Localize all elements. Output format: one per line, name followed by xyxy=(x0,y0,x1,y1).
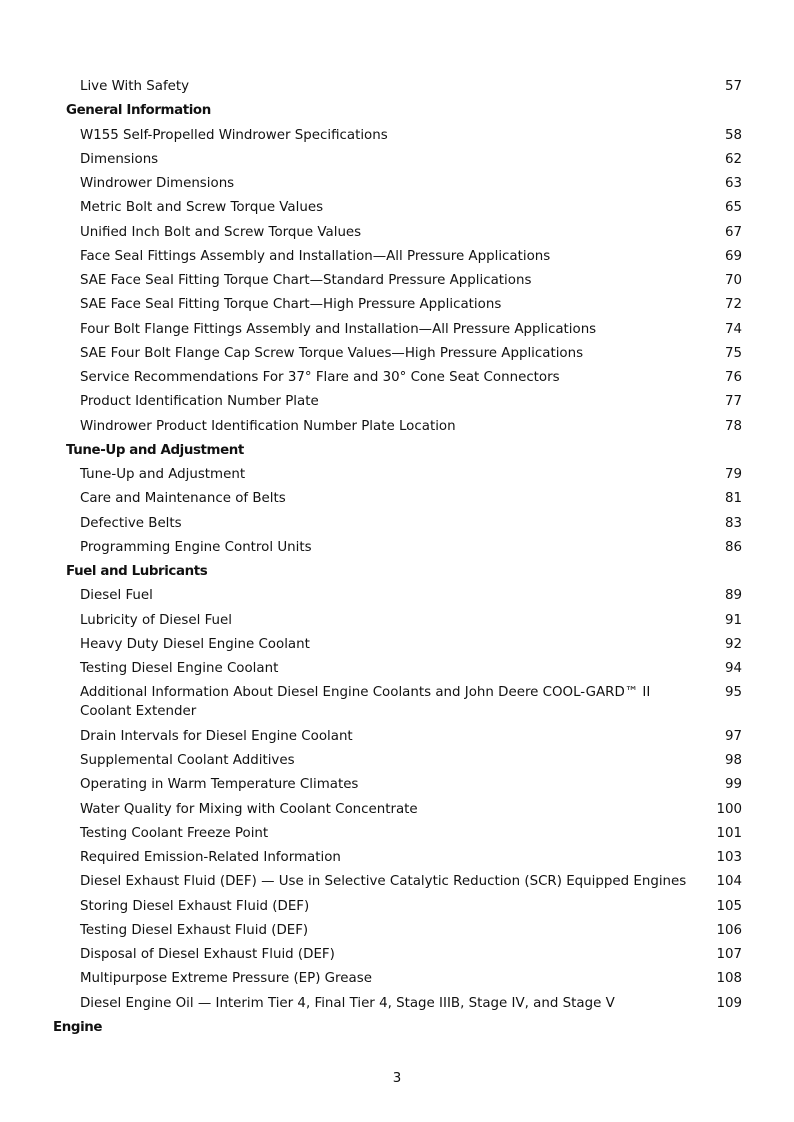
toc-entry-title[interactable]: Defective Belts xyxy=(80,515,182,531)
toc-entry-page[interactable]: 67 xyxy=(724,224,742,240)
toc-entry-page[interactable]: 62 xyxy=(724,151,742,167)
toc-entry-page[interactable]: 77 xyxy=(724,394,742,410)
toc-entry[interactable] xyxy=(0,417,794,441)
toc-entry-page[interactable]: 57 xyxy=(724,79,742,94)
toc-entry-title[interactable]: Heavy Duty Diesel Engine Coolant xyxy=(80,636,310,652)
toc-entry-page[interactable]: 83 xyxy=(724,515,742,531)
toc-entry-page[interactable]: 108 xyxy=(716,971,742,987)
toc-entry-page[interactable]: 105 xyxy=(716,898,742,914)
toc-entry[interactable] xyxy=(0,198,794,222)
toc-entry[interactable] xyxy=(0,368,794,392)
toc-entry[interactable] xyxy=(0,514,794,538)
toc-entry-title[interactable]: Service Recommendations For 37° Flare and 30° Cone Seat Connectors xyxy=(80,370,560,385)
toc-entry-page[interactable]: 91 xyxy=(724,612,742,628)
toc-section-heading xyxy=(0,441,794,465)
toc-entry-title[interactable]: Storing Diesel Exhaust Fluid (DEF) xyxy=(80,898,310,914)
toc-entry-title[interactable]: Diesel Exhaust Fluid (DEF) — Use in Selective Catalytic Reduction (SCR) Equipped Engines xyxy=(80,874,687,890)
toc-entry-title[interactable]: Lubricity of Diesel Fuel xyxy=(80,612,232,628)
toc-entry[interactable] xyxy=(0,174,794,198)
toc-entry-page[interactable]: 70 xyxy=(724,273,742,288)
toc-entry-title[interactable]: Required Emission-Related Information xyxy=(80,850,341,865)
toc-heading-title: General Information xyxy=(66,103,211,119)
toc-entry[interactable] xyxy=(0,897,794,921)
toc-entry-title[interactable]: Supplemental Coolant Additives xyxy=(80,753,295,768)
toc-entry[interactable] xyxy=(0,150,794,174)
toc-entry[interactable] xyxy=(0,320,794,344)
toc-entry-title[interactable]: Testing Diesel Exhaust Fluid (DEF) xyxy=(80,922,309,938)
toc-entry-title[interactable]: Face Seal Fittings Assembly and Installation—All Pressure Applications xyxy=(80,248,551,264)
toc-entry[interactable] xyxy=(0,271,794,295)
toc-entry[interactable] xyxy=(0,751,794,775)
toc-entry-title[interactable]: Water Quality for Mixing with Coolant Concentrate xyxy=(80,801,418,817)
toc-entry-title[interactable]: W155 Self-Propelled Windrower Specifications xyxy=(80,127,388,143)
toc-entry-title[interactable]: Windrower Dimensions xyxy=(80,176,235,191)
toc-entry[interactable] xyxy=(0,800,794,824)
toc-chapter-heading xyxy=(0,1018,794,1042)
toc-entry[interactable] xyxy=(0,969,794,993)
toc-entry-page[interactable]: 58 xyxy=(724,127,742,143)
toc-entry-page[interactable]: 69 xyxy=(724,248,742,264)
toc-entry-page[interactable]: 106 xyxy=(716,922,742,938)
toc-entry[interactable] xyxy=(0,344,794,368)
toc-entry[interactable] xyxy=(0,727,794,751)
toc-entry-page[interactable]: 75 xyxy=(724,345,742,361)
toc-entry-title[interactable]: Live With Safety xyxy=(80,79,190,94)
toc-entry-title[interactable]: Testing Diesel Engine Coolant xyxy=(80,661,279,676)
toc-entry-page[interactable]: 72 xyxy=(724,297,742,313)
toc-entry[interactable] xyxy=(0,392,794,416)
toc-entry-title[interactable]: Windrower Product Identification Number Plate Location xyxy=(80,418,456,434)
toc-entry-title[interactable]: Programming Engine Control Units xyxy=(80,539,312,555)
toc-entry-page[interactable]: 81 xyxy=(724,491,742,507)
toc-heading-title: Fuel and Lubricants xyxy=(66,564,208,579)
toc-entry-page[interactable]: 109 xyxy=(716,995,742,1011)
toc-entry-page[interactable]: 74 xyxy=(724,321,742,337)
toc-entry-title[interactable]: Metric Bolt and Screw Torque Values xyxy=(80,200,324,216)
toc-entry-page[interactable]: 95 xyxy=(724,685,742,701)
toc-entry-page[interactable]: 101 xyxy=(716,825,742,841)
toc-entry-title[interactable]: SAE Four Bolt Flange Cap Screw Torque Values—High Pressure Applications xyxy=(80,345,584,361)
toc-entry[interactable] xyxy=(0,775,794,799)
toc-entry-page[interactable]: 78 xyxy=(724,418,742,434)
toc-entry-title[interactable]: Care and Maintenance of Belts xyxy=(80,491,286,507)
table-of-contents xyxy=(0,77,794,1042)
toc-entry-title[interactable]: Product Identification Number Plate xyxy=(80,394,319,410)
toc-entry-page[interactable]: 89 xyxy=(724,588,742,604)
toc-entry[interactable] xyxy=(0,586,794,610)
page-number: 3 xyxy=(392,1071,402,1086)
toc-entry[interactable] xyxy=(0,77,794,101)
toc-entry-page[interactable]: 79 xyxy=(724,467,742,482)
toc-entry-page[interactable]: 97 xyxy=(724,728,742,744)
toc-entry[interactable] xyxy=(0,538,794,562)
toc-entry-title[interactable]: Diesel Engine Oil — Interim Tier 4, Final Tier 4, Stage IIIB, Stage IV, and Stage V xyxy=(80,995,615,1011)
toc-entry[interactable] xyxy=(0,994,794,1018)
toc-entry-page[interactable]: 99 xyxy=(724,777,742,793)
toc-entry-page[interactable]: 86 xyxy=(724,539,742,555)
toc-entry-page[interactable]: 94 xyxy=(724,661,742,676)
toc-entry[interactable] xyxy=(0,635,794,659)
toc-entry-title[interactable]: Diesel Fuel xyxy=(80,588,153,604)
toc-entry[interactable] xyxy=(0,465,794,489)
toc-entry-page[interactable]: 63 xyxy=(724,176,742,191)
toc-entry[interactable] xyxy=(0,295,794,319)
toc-entry-title[interactable]: SAE Face Seal Fitting Torque Chart—High Pressure Applications xyxy=(80,297,502,313)
toc-entry-title[interactable]: SAE Face Seal Fitting Torque Chart—Standard Pressure Applications xyxy=(80,273,532,288)
toc-entry[interactable] xyxy=(0,945,794,969)
toc-entry-title[interactable]: Dimensions xyxy=(80,151,159,167)
toc-entry[interactable] xyxy=(0,921,794,945)
toc-entry-title[interactable]: Disposal of Diesel Exhaust Fluid (DEF) xyxy=(80,947,335,962)
toc-entry-title[interactable]: Operating in Warm Temperature Climates xyxy=(80,777,359,793)
toc-entry[interactable] xyxy=(0,223,794,247)
toc-entry[interactable] xyxy=(0,824,794,848)
toc-entry-page[interactable]: 100 xyxy=(716,801,742,817)
toc-entry-page[interactable]: 103 xyxy=(716,850,742,865)
toc-heading-title: Engine xyxy=(53,1019,103,1035)
toc-entry[interactable] xyxy=(0,872,794,896)
toc-entry-title[interactable]: Multipurpose Extreme Pressure (EP) Grease xyxy=(80,971,372,987)
toc-entry-page[interactable]: 65 xyxy=(724,200,742,216)
toc-entry-page[interactable]: 104 xyxy=(716,874,742,890)
toc-entry-title[interactable]: Additional Information About Diesel Engine Coolants and John Deere COOL-GARD™ II Coolant Extender xyxy=(80,685,651,720)
toc-entry-title[interactable]: Unified Inch Bolt and Screw Torque Values xyxy=(80,224,362,240)
toc-entry[interactable] xyxy=(0,247,794,271)
toc-entry-page[interactable]: 98 xyxy=(724,753,742,768)
toc-entry[interactable] xyxy=(0,848,794,872)
toc-entry[interactable] xyxy=(0,683,794,727)
toc-entry-title[interactable]: Drain Intervals for Diesel Engine Coolant xyxy=(80,728,353,744)
toc-entry[interactable] xyxy=(0,659,794,683)
toc-heading-title: Tune-Up and Adjustment xyxy=(66,442,244,458)
toc-section-heading xyxy=(0,101,794,125)
toc-entry-page[interactable]: 76 xyxy=(724,370,742,385)
toc-section-heading xyxy=(0,562,794,586)
toc-entry[interactable] xyxy=(0,126,794,150)
toc-entry-page[interactable]: 107 xyxy=(716,947,742,962)
toc-entry[interactable] xyxy=(0,611,794,635)
toc-entry-title[interactable]: Testing Coolant Freeze Point xyxy=(80,825,269,841)
toc-entry[interactable] xyxy=(0,489,794,513)
toc-entry-title[interactable]: Four Bolt Flange Fittings Assembly and Installation—All Pressure Applications xyxy=(80,321,597,337)
toc-entry-page[interactable]: 92 xyxy=(724,636,742,652)
toc-entry-title[interactable]: Tune-Up and Adjustment xyxy=(80,467,246,482)
